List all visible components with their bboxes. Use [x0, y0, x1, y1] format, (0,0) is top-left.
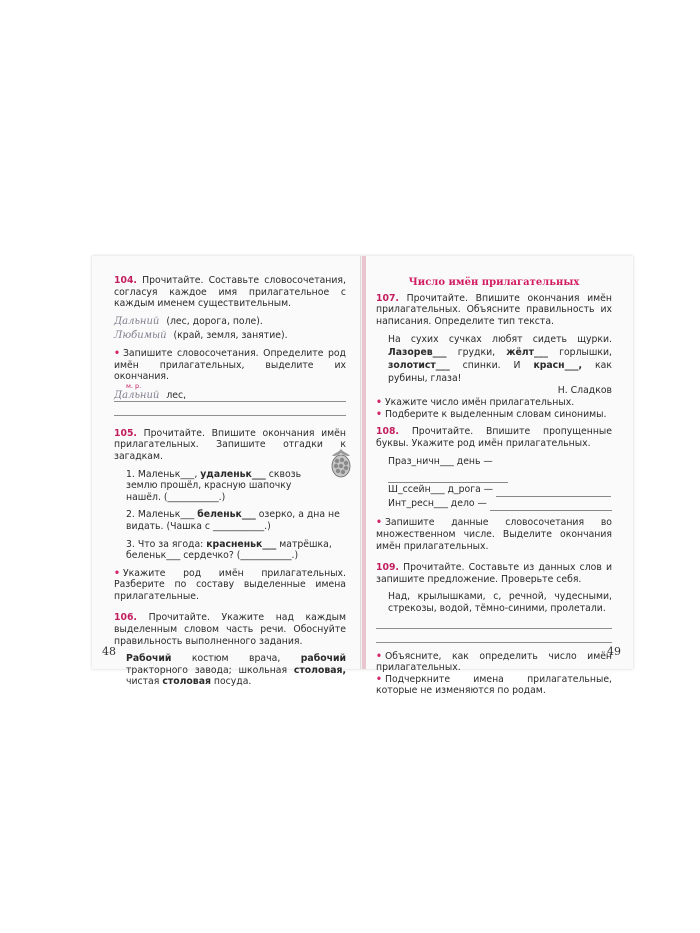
- exercise-107-instruction: 107. Прочитайте. Впишите окончания имён прилагательных. Объясните правильность их написания. Определите тип текста.: [376, 292, 612, 327]
- task-bullet: • Укажите число имён прилагательных.: [376, 396, 575, 408]
- pink-dot-icon: •: [376, 650, 382, 662]
- raspberry-illustration-icon: [328, 447, 354, 479]
- task-bullet: • Подчеркните имена прилагательные, которые не изменяются по родам.: [376, 673, 612, 697]
- exercise-number: 108.: [376, 426, 399, 438]
- word-combination-line-2: Любимый (край, земля, занятие).: [114, 330, 288, 342]
- pink-dot-icon: •: [376, 408, 382, 420]
- pink-dot-icon: •: [376, 517, 382, 529]
- right-page-content: [376, 277, 612, 697]
- exercise-108-instruction: 108. Прочитайте. Впишите пропущенные буквы. Укажите род имён прилагательных.: [376, 426, 612, 449]
- exercise-number: 105.: [114, 427, 137, 439]
- answer-blank[interactable]: [388, 474, 508, 483]
- word-combination-line-1: Дальний (лес, дорога, поле).: [114, 315, 263, 327]
- pink-dot-icon: •: [114, 347, 120, 359]
- exercise-109-instruction: 109. Прочитайте. Составьте из данных слов и запишите предложение. Проверьте себя.: [376, 562, 612, 585]
- right-page: [362, 256, 633, 697]
- exercise-104-instruction: 104. Прочитайте. Составьте словосочетания, согласуя каждое имя прилагательное с каждым именем существительным.: [114, 275, 346, 310]
- left-page-content: [114, 275, 346, 688]
- gender-mark: м. р.: [126, 381, 142, 390]
- answer-line: [114, 404, 346, 416]
- page-number: 48: [102, 645, 116, 658]
- exercise-number: 104.: [114, 275, 137, 286]
- left-page: [92, 256, 361, 688]
- pink-dot-icon: •: [376, 396, 382, 408]
- pink-dot-icon: •: [114, 567, 120, 579]
- word-line-2: Ш_ссейн___ д_рога —: [376, 483, 612, 497]
- page-number: 49: [607, 645, 621, 658]
- answer-line[interactable]: [376, 617, 612, 629]
- task-bullet: • Запишите словосочетания. Определите род имён прилагательных, выделите их окончания.: [114, 347, 346, 383]
- pink-dot-icon: •: [376, 673, 382, 685]
- section-heading: Число имён прилагательных: [408, 277, 580, 288]
- exercise-number: 106.: [114, 612, 137, 624]
- exercise-number: 107.: [376, 292, 399, 304]
- exercise-107-text: На сухих сучках любят сидеть щурки. Лазорев___ грудки, жёлт___ горлышки, золотист___ спинки. И красн___, как рубины, глаза!: [388, 334, 612, 385]
- riddle-3: 3. Что за ягода: красненьк___ матрёшка, беленьк___ сердечко? (___________.): [126, 538, 332, 562]
- exercise-105-instruction: 105. Прочитайте. Впишите окончания имён прилагательных. Запишите отгадки к загадкам.: [114, 427, 346, 462]
- task-bullet: • Подберите к выделенным словам синонимы.: [376, 408, 607, 420]
- word-line-3: Инт_ресн___ дело —: [376, 497, 612, 511]
- exercise-109-words: Над, крылышками, с, речной, чудесными, стрекозы, водой, тёмно-синими, пролетали.: [388, 591, 612, 614]
- task-bullet: • Объясните, как определить число имён прилагательных.: [376, 650, 612, 674]
- riddle-2: 2. Маленьк___ беленьк___ озерко, а дна не видать. (Чашка с ___________.): [126, 509, 340, 532]
- answer-line: Дальний лес,: [114, 390, 346, 402]
- exercise-number: 109.: [376, 562, 399, 574]
- handwritten-word: Дальний: [114, 389, 160, 401]
- exercise-106-phrases: Рабочий костюм врача, рабочий тракторного завода; школьная столовая, чистая столовая посуда.: [126, 653, 346, 688]
- task-bullet: • Запишите данные словосочетания во множественном числе. Выделите окончания имён прилагательных.: [376, 517, 612, 552]
- task-bullet: • Укажите род имён прилагательных. Разберите по составу выделенные имена прилагательные.: [114, 567, 346, 602]
- answer-blank[interactable]: [496, 488, 611, 497]
- riddle-1: 1. Маленьк___, удаленьк___ сквозь землю прошёл, красную шапочку нашёл. (___________.): [126, 468, 302, 503]
- answer-blank[interactable]: [490, 502, 612, 511]
- handwritten-word: Любимый: [114, 330, 167, 342]
- exercise-106-instruction: 106. Прочитайте. Укажите над каждым выделенным словом часть речи. Обоснуйте правильность выполненного задания.: [114, 612, 346, 647]
- word-line-1: Праз_ничн___ день —: [376, 455, 612, 483]
- page-edge: [362, 256, 366, 669]
- text-author: Н. Сладков: [557, 385, 612, 397]
- open-workbook: [92, 256, 633, 697]
- answer-line[interactable]: [376, 631, 612, 643]
- handwritten-word: Дальний: [114, 315, 160, 327]
